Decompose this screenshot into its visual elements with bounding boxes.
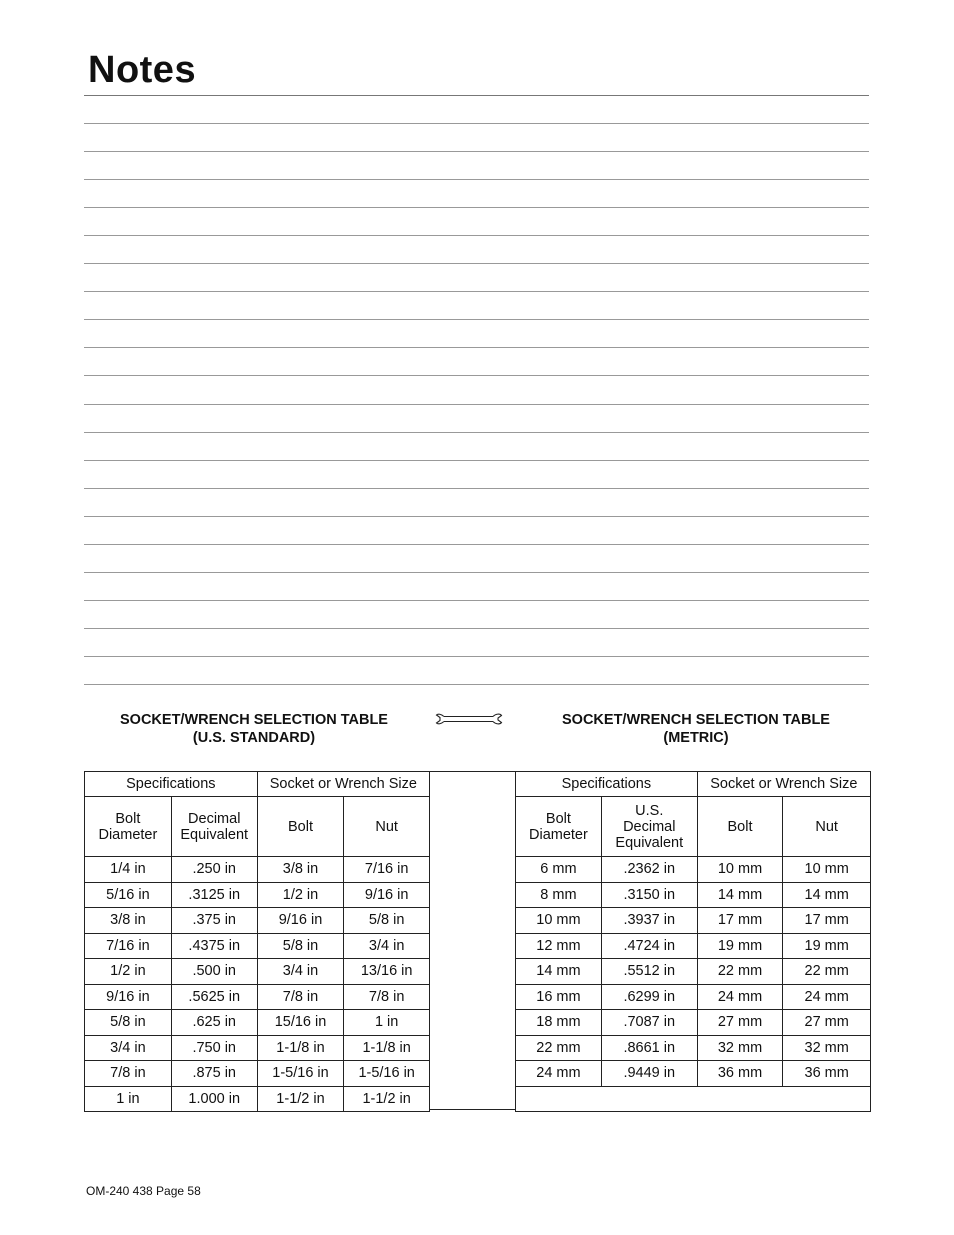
note-line: [84, 207, 869, 208]
table-cell: 1-5/16 in: [344, 1061, 430, 1087]
table-cell: 7/8 in: [85, 1061, 172, 1087]
note-line: [84, 404, 869, 405]
col-header-bolt-diameter: Bolt Diameter: [85, 797, 172, 857]
us-table-heading-line2: (U.S. STANDARD): [192, 730, 316, 746]
table-row: [516, 1010, 871, 1036]
note-line: [84, 291, 869, 292]
table-cell: .625 in: [171, 1010, 257, 1036]
table-cell: .4375 in: [171, 933, 257, 959]
note-line: [84, 628, 869, 629]
col-header-nut: Nut: [783, 797, 871, 857]
table-cell: 7/8 in: [257, 984, 344, 1010]
table-cell: .3125 in: [171, 882, 257, 908]
table-cell: 18 mm: [516, 1010, 602, 1036]
table-cell: 1/2 in: [257, 882, 344, 908]
table-cell: 3/4 in: [85, 1035, 172, 1061]
table-cell: 14 mm: [516, 959, 602, 985]
table-cell: 1/2 in: [85, 959, 172, 985]
group-header-specifications: Specifications: [516, 772, 698, 797]
table-cell: 13/16 in: [344, 959, 430, 985]
table-row: [516, 984, 871, 1010]
table-cell: 32 mm: [697, 1035, 783, 1061]
col-header-bolt: Bolt: [257, 797, 344, 857]
table-row: [85, 1035, 430, 1061]
table-cell: 10 mm: [783, 857, 871, 883]
table-row: [85, 1010, 430, 1036]
table-row: [85, 984, 430, 1010]
note-line: [84, 123, 869, 124]
table-cell: 1-1/2 in: [344, 1086, 430, 1112]
table-cell: .7087 in: [601, 1010, 697, 1036]
note-line: [84, 656, 869, 657]
table-cell: .2362 in: [601, 857, 697, 883]
col-header-nut: Nut: [344, 797, 430, 857]
metric-table-heading-line2: (METRIC): [663, 730, 729, 746]
table-row: [516, 882, 871, 908]
table-cell: 10 mm: [697, 857, 783, 883]
table-cell-empty: [516, 1086, 871, 1112]
table-cell: 14 mm: [697, 882, 783, 908]
table-row: [85, 959, 430, 985]
note-line: [84, 488, 869, 489]
table-cell: .750 in: [171, 1035, 257, 1061]
table-cell: 1-5/16 in: [257, 1061, 344, 1087]
table-cell: 17 mm: [783, 908, 871, 934]
group-header-socket-size: Socket or Wrench Size: [257, 772, 429, 797]
note-line: [84, 347, 869, 348]
table-cell: .500 in: [171, 959, 257, 985]
note-line: [84, 600, 869, 601]
table-cell: 7/16 in: [85, 933, 172, 959]
table-cell: 5/8 in: [344, 908, 430, 934]
table-row: [85, 857, 430, 883]
table-cell: .9449 in: [601, 1061, 697, 1087]
table-cell: 3/8 in: [257, 857, 344, 883]
table-cell: 12 mm: [516, 933, 602, 959]
table-cell: 7/8 in: [344, 984, 430, 1010]
table-row: [516, 1061, 871, 1087]
table-cell: 1.000 in: [171, 1086, 257, 1112]
table-cell: 5/8 in: [257, 933, 344, 959]
table-cell: 24 mm: [783, 984, 871, 1010]
table-cell: .5512 in: [601, 959, 697, 985]
table-row: [516, 857, 871, 883]
metric-table: [515, 771, 871, 1112]
table-cell: 27 mm: [697, 1010, 783, 1036]
table-cell: 19 mm: [697, 933, 783, 959]
table-cell: 22 mm: [516, 1035, 602, 1061]
table-row: [85, 1086, 430, 1112]
note-line: [84, 375, 869, 376]
table-cell: 27 mm: [783, 1010, 871, 1036]
table-row: [516, 908, 871, 934]
table-cell: 5/8 in: [85, 1010, 172, 1036]
table-gap: [430, 771, 516, 1110]
note-line: [84, 460, 869, 461]
table-cell: 22 mm: [697, 959, 783, 985]
table-cell: 10 mm: [516, 908, 602, 934]
table-cell: .3937 in: [601, 908, 697, 934]
note-line: [84, 572, 869, 573]
table-cell: .375 in: [171, 908, 257, 934]
table-cell: 3/8 in: [85, 908, 172, 934]
us-table-heading-line1: SOCKET/WRENCH SELECTION TABLE: [120, 712, 388, 728]
table-row-empty: [516, 1086, 871, 1112]
table-cell: 1-1/8 in: [257, 1035, 344, 1061]
table-cell: 6 mm: [516, 857, 602, 883]
table-cell: 9/16 in: [344, 882, 430, 908]
table-cell: 3/4 in: [257, 959, 344, 985]
table-cell: 1 in: [85, 1086, 172, 1112]
table-cell: 1-1/2 in: [257, 1086, 344, 1112]
col-header-decimal-equivalent: Decimal Equivalent: [171, 797, 257, 857]
table-cell: 8 mm: [516, 882, 602, 908]
table-cell: .3150 in: [601, 882, 697, 908]
title-rule: [84, 95, 869, 96]
table-row: [85, 933, 430, 959]
table-cell: 9/16 in: [257, 908, 344, 934]
table-cell: 19 mm: [783, 933, 871, 959]
us-table-heading: [104, 711, 404, 747]
table-row: [85, 908, 430, 934]
note-line: [84, 235, 869, 236]
table-cell: 24 mm: [516, 1061, 602, 1087]
table-cell: 9/16 in: [85, 984, 172, 1010]
metric-table-heading: [546, 711, 846, 747]
table-cell: 36 mm: [697, 1061, 783, 1087]
table-cell: .6299 in: [601, 984, 697, 1010]
table-cell: .250 in: [171, 857, 257, 883]
col-header-us-decimal-equivalent: U.S. Decimal Equivalent: [601, 797, 697, 857]
table-cell: .8661 in: [601, 1035, 697, 1061]
note-line: [84, 544, 869, 545]
note-line: [84, 263, 869, 264]
table-cell: 5/16 in: [85, 882, 172, 908]
table-cell: 17 mm: [697, 908, 783, 934]
table-cell: 16 mm: [516, 984, 602, 1010]
col-header-bolt-diameter: Bolt Diameter: [516, 797, 602, 857]
table-cell: .4724 in: [601, 933, 697, 959]
table-row: [516, 1035, 871, 1061]
table-cell: 1 in: [344, 1010, 430, 1036]
note-line: [84, 319, 869, 320]
table-cell: 15/16 in: [257, 1010, 344, 1036]
us-standard-table: [84, 771, 430, 1112]
table-cell: 24 mm: [697, 984, 783, 1010]
table-cell: 14 mm: [783, 882, 871, 908]
table-cell: 1-1/8 in: [344, 1035, 430, 1061]
col-header-bolt: Bolt: [697, 797, 783, 857]
page-title: Notes: [88, 49, 197, 91]
table-cell: 7/16 in: [344, 857, 430, 883]
table-cell: 22 mm: [783, 959, 871, 985]
table-row: [516, 959, 871, 985]
note-line: [84, 432, 869, 433]
table-cell: 32 mm: [783, 1035, 871, 1061]
group-header-socket-size: Socket or Wrench Size: [697, 772, 870, 797]
metric-table-heading-line1: SOCKET/WRENCH SELECTION TABLE: [562, 712, 830, 728]
table-cell: 36 mm: [783, 1061, 871, 1087]
group-header-specifications: Specifications: [85, 772, 258, 797]
note-line: [84, 516, 869, 517]
table-cell: .5625 in: [171, 984, 257, 1010]
note-line: [84, 684, 869, 685]
note-line: [84, 151, 869, 152]
table-row: [516, 933, 871, 959]
table-cell: 3/4 in: [344, 933, 430, 959]
table-row: [85, 882, 430, 908]
note-line: [84, 179, 869, 180]
table-cell: .875 in: [171, 1061, 257, 1087]
page-footer: OM-240 438 Page 58: [86, 1184, 201, 1198]
table-cell: 1/4 in: [85, 857, 172, 883]
table-row: [85, 1061, 430, 1087]
wrench-icon: [435, 711, 503, 732]
